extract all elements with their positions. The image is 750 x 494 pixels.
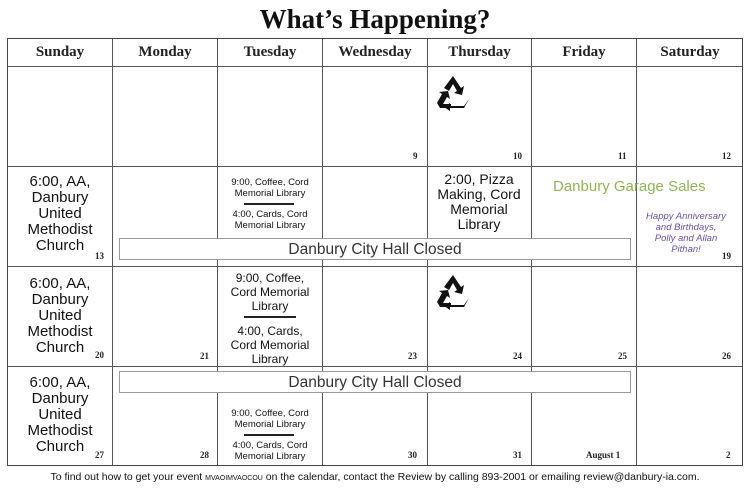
- date-number: 24: [513, 351, 522, 361]
- closed-banner: Danbury City Hall Closed: [119, 238, 631, 260]
- recycle-icon: [433, 272, 473, 312]
- aa-meeting: 6:00, AA, Danbury United Methodist Church: [27, 374, 93, 455]
- date-number: 30: [408, 450, 417, 460]
- day-header-thursday: Thursday: [448, 44, 511, 60]
- calendar-grid: [7, 38, 743, 466]
- date-number: 9: [413, 151, 418, 161]
- date-number: 20: [95, 350, 104, 360]
- garage-sales-banner: Danbury Garage Sales: [553, 178, 706, 195]
- cards-event: 4:00, Cards, Cord Memorial Library: [230, 324, 310, 366]
- anniversary-note: Happy Anniversary and Birthdays, Polly and Allan Pithan!: [646, 211, 726, 255]
- pizza-event: 2:00, Pizza Making, Cord Memorial Library: [437, 171, 521, 232]
- closed-banner: Danbury City Hall Closed: [119, 371, 631, 393]
- date-number: August 1: [586, 450, 621, 460]
- coffee-event: 9:00, Coffee, Cord Memorial Library: [230, 271, 310, 313]
- aa-meeting: 6:00, AA, Danbury United Methodist Church: [27, 173, 93, 254]
- event-separator: [244, 316, 296, 318]
- date-number: 13: [95, 251, 104, 261]
- day-header-tuesday: Tuesday: [243, 44, 297, 60]
- day-header-friday: Friday: [562, 44, 606, 60]
- date-number: 10: [513, 151, 522, 161]
- date-number: 26: [722, 351, 731, 361]
- day-header-wednesday: Wednesday: [338, 44, 412, 60]
- day-header-saturday: Saturday: [660, 44, 720, 60]
- recycle-icon: [433, 73, 473, 113]
- date-number: 11: [618, 151, 627, 161]
- coffee-event: 9:00, Coffee, Cord Memorial Library: [231, 177, 309, 199]
- aa-meeting: 6:00, AA, Danbury United Methodist Church: [27, 275, 93, 356]
- calendar-title: What’s Happening?: [259, 4, 491, 34]
- day-header-monday: Monday: [138, 44, 192, 60]
- date-number: 28: [200, 450, 209, 460]
- date-number: 12: [722, 151, 731, 161]
- event-separator: [244, 203, 294, 205]
- date-number: 2: [726, 450, 731, 460]
- day-header-sunday: Sunday: [35, 44, 85, 60]
- cards-event: 4:00, Cards, Cord Memorial Library: [232, 440, 308, 462]
- date-number: 19: [722, 251, 731, 261]
- date-number: 21: [200, 351, 209, 361]
- date-number: 31: [513, 450, 522, 460]
- date-number: 25: [618, 351, 627, 361]
- date-number: 27: [95, 450, 104, 460]
- coffee-event: 9:00, Coffee, Cord Memorial Library: [231, 408, 309, 430]
- event-separator: [244, 434, 294, 436]
- date-number: 23: [408, 351, 417, 361]
- footer-note: To find out how to get your event MVAOIMVAOCOU on the calendar, contact the Review by calling 893-2001 or emailing review@danbury-ia.com.: [50, 471, 700, 483]
- cards-event: 4:00, Cards, Cord Memorial Library: [232, 209, 308, 231]
